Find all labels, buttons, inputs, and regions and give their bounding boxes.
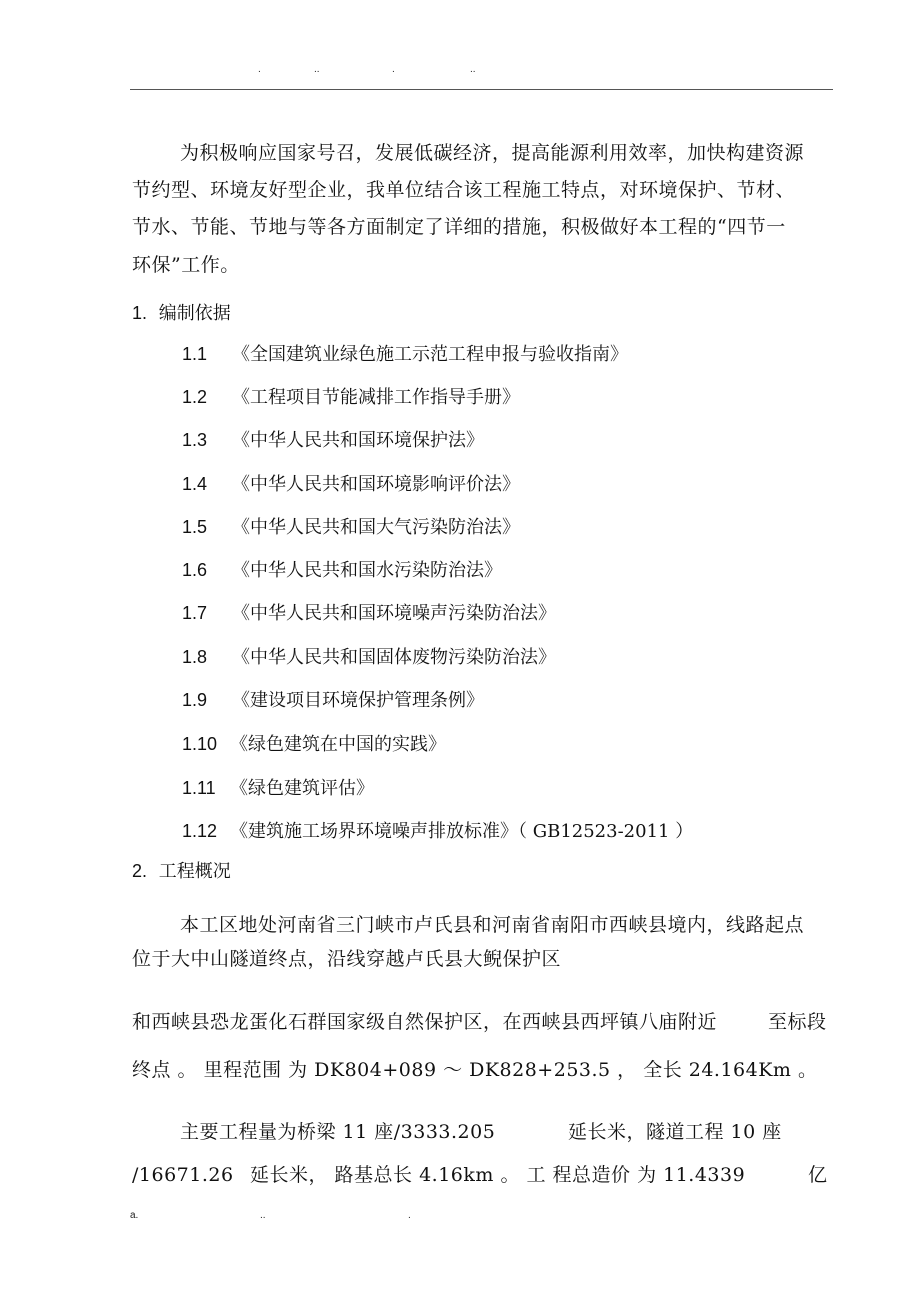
item-text: 《中华人民共和国固体废物污染防治法》 [232,647,556,668]
item-text: 《建设项目环境保护管理条例》 [232,690,484,711]
item-text: 《绿色建筑评估》 [230,778,374,799]
overview-line: 本工区地处河南省三门峡市卢氏县和河南省南阳市西峡县境内，线路起点 [180,914,805,936]
basis-list-item [182,384,520,411]
item-number: 1.5 [182,517,208,537]
header-mark: . [258,64,261,75]
basis-list-item [182,731,446,758]
header-mark: .. [470,64,476,75]
page-footer-marks [130,1210,833,1226]
section-heading-overview [132,858,231,885]
intro-line: 节约型、环境友好型企业，我单位结合该工程施工特点，对环境保护、节材、 [132,179,796,201]
item-text: 《中华人民共和国大气污染防治法》 [232,517,520,538]
item-number: 1.7 [182,603,208,623]
overview-line-end: 至标段 [768,1011,827,1033]
section-title: 编制依据 [158,303,231,324]
item-number: 1.4 [182,474,208,494]
section-heading-basis [132,300,231,327]
basis-list-item [182,644,556,671]
intro-line: 环保”工作。 [132,254,240,276]
footer-mark: a. [130,1210,139,1221]
footer-mark: . [408,1210,411,1221]
item-text: 《中华人民共和国环境保护法》 [232,430,484,451]
basis-list-item [182,471,520,498]
item-text: 《中华人民共和国水污染防治法》 [232,560,502,581]
header-divider [130,89,833,90]
intro-line: 为积极响应国家号召，发展低碳经济，提高能源利用效率，加快构建资源 [180,142,805,164]
item-number: 1.2 [182,387,208,407]
quantities-line: 主要工程量为桥梁 11 座/3333.205 [180,1121,496,1143]
section-title: 工程概况 [158,861,231,882]
item-number: 1.3 [182,430,208,450]
item-text: 《建筑施工场界环境噪声排放标准》（ GB12523-2011 ） [230,821,694,842]
section-number: 2. [132,861,148,881]
page-header-marks [130,64,833,80]
basis-list-item [182,600,556,627]
overview-line: 位于大中山隧道终点，沿线穿越卢氏县大鲵保护区 [132,948,562,970]
header-mark: .. [314,64,320,75]
quantities-line: 延长米，隧道工程 10 座 [568,1121,782,1143]
item-text: 《中华人民共和国环境噪声污染防治法》 [232,603,556,624]
item-text: 《绿色建筑在中国的实践》 [230,734,446,755]
section-number: 1. [132,303,148,323]
item-text: 《全国建筑业绿色施工示范工程申报与验收指南》 [232,344,628,365]
basis-list-item [182,557,502,584]
footer-mark: .. [260,1210,266,1221]
basis-list-item [182,341,628,368]
item-text: 《工程项目节能减排工作指导手册》 [232,387,520,408]
item-number: 1.6 [182,560,208,580]
quantities-line: /16671.26 [132,1164,234,1186]
header-mark: . [392,64,395,75]
item-number: 1.11 [182,778,216,798]
mileage-line: 终点 。 里程范围 为 DK804+089 ～ DK828+253.5 ， 全长 24.164Km 。 [132,1059,818,1081]
item-text: 《中华人民共和国环境影响评价法》 [232,474,520,495]
item-number: 1.9 [182,690,208,710]
intro-line: 节水、节能、节地与等各方面制定了详细的措施，积极做好本工程的“四节一 [132,216,786,238]
item-number: 1.1 [182,344,208,364]
quantities-line-end: 亿 [808,1164,828,1186]
overview-line: 和西峡县恐龙蛋化石群国家级自然保护区，在西峡县西坪镇八庙附近 [132,1011,718,1033]
item-number: 1.12 [182,821,218,841]
basis-list-item [182,687,484,714]
basis-list-item [182,775,374,802]
basis-list-item [182,514,520,541]
basis-list-item [182,427,484,454]
basis-list-item [182,818,693,845]
item-number: 1.10 [182,734,218,754]
quantities-line: 延长米， 路基总长 4.16km 。 工 程总造价 为 11.4339 [250,1164,746,1186]
item-number: 1.8 [182,647,208,667]
